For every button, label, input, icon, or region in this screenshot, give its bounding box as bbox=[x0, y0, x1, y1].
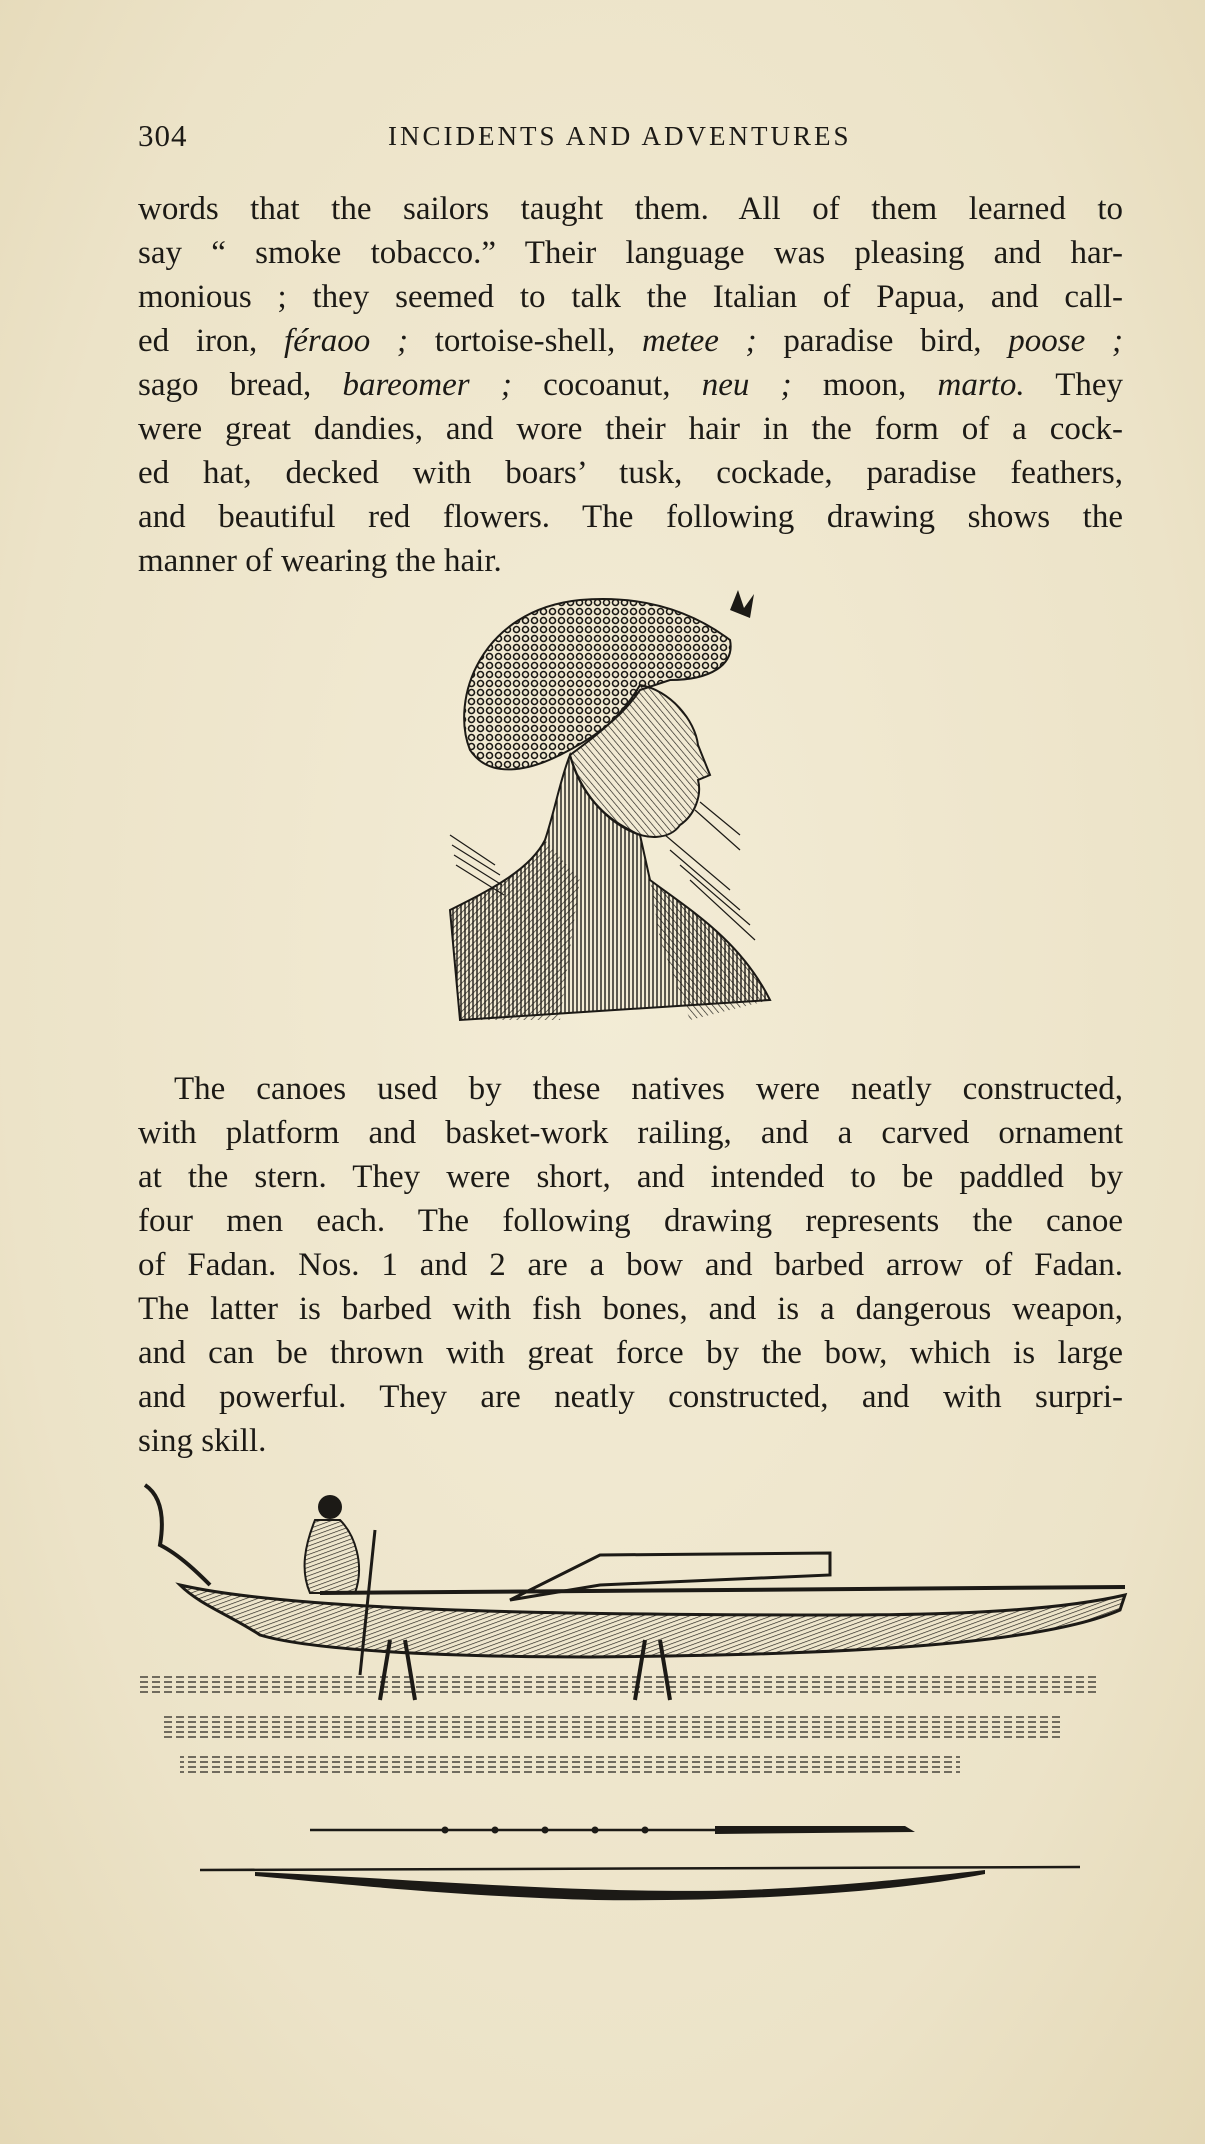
text-line bbox=[138, 319, 1123, 363]
text-line: at the stern. They were short, and intended to be paddled by bbox=[138, 1159, 1123, 1195]
text-line: and powerful. They are neatly constructed, and with surpri- bbox=[138, 1379, 1123, 1415]
text-line bbox=[138, 187, 1123, 231]
paragraph-hair bbox=[138, 187, 1123, 583]
text-line: of Fadan. Nos. 1 and 2 are a bow and barbed arrow of Fadan. bbox=[138, 1247, 1123, 1283]
text-segment: and beautiful red flowers. The following drawing shows the bbox=[138, 499, 1123, 535]
canoe-engraving bbox=[140, 1475, 1130, 1805]
italic-term: bareomer ; bbox=[342, 367, 512, 403]
text-line bbox=[138, 275, 1123, 319]
paragraph-canoes bbox=[138, 1067, 1123, 1463]
text-line bbox=[138, 231, 1123, 275]
page-header bbox=[138, 118, 1123, 158]
text-segment: tortoise-shell, bbox=[407, 323, 642, 359]
text-line: four men each. The following drawing represents the canoe bbox=[138, 1203, 1123, 1239]
running-head: INCIDENTS AND ADVENTURES bbox=[388, 121, 852, 151]
text-line: with platform and basket-work railing, and a carved ornament bbox=[138, 1115, 1123, 1151]
native-head-engraving bbox=[440, 580, 820, 1050]
italic-term: metee ; bbox=[642, 323, 757, 359]
text-segment: sago bread, bbox=[138, 367, 343, 403]
italic-term: neu ; bbox=[701, 367, 792, 403]
text-segment: words that the sailors taught them. All of them learned to bbox=[138, 191, 1123, 227]
italic-term: féraoo ; bbox=[284, 323, 408, 359]
text-line bbox=[138, 363, 1123, 407]
text-segment: paradise bird, bbox=[756, 323, 1009, 359]
text-line: The latter is barbed with fish bones, and is a dangerous weapon, bbox=[138, 1291, 1123, 1327]
text-segment: cocoanut, bbox=[511, 367, 702, 403]
text-line: The canoes used by these natives were neatly constructed, bbox=[174, 1071, 1123, 1107]
text-segment: ed hat, decked with boars’ tusk, cockade, paradise feathers, bbox=[138, 455, 1123, 491]
text-line bbox=[138, 495, 1123, 539]
text-segment: monious ; they seemed to talk the Italian of Papua, and call- bbox=[138, 279, 1123, 315]
text-segment: say “ smoke tobacco.” Their language was pleasing and har- bbox=[138, 235, 1123, 271]
text-segment: ed iron, bbox=[138, 323, 285, 359]
text-line bbox=[138, 451, 1123, 495]
italic-term: marto. bbox=[937, 367, 1025, 403]
text-line bbox=[138, 407, 1123, 451]
text-line: sing skill. bbox=[138, 1423, 267, 1459]
text-line: and can be thrown with great force by the bow, which is large bbox=[138, 1335, 1123, 1371]
text-segment: were great dandies, and wore their hair in the form of a cock- bbox=[138, 411, 1123, 447]
text-line bbox=[138, 539, 1123, 583]
bow-and-arrow-engraving bbox=[195, 1820, 1095, 1915]
page-number: 304 bbox=[138, 118, 188, 153]
text-segment: moon, bbox=[791, 367, 938, 403]
text-segment: They bbox=[1024, 367, 1124, 403]
text-segment: manner of wearing the hair. bbox=[138, 543, 502, 579]
italic-term: poose ; bbox=[1008, 323, 1124, 359]
